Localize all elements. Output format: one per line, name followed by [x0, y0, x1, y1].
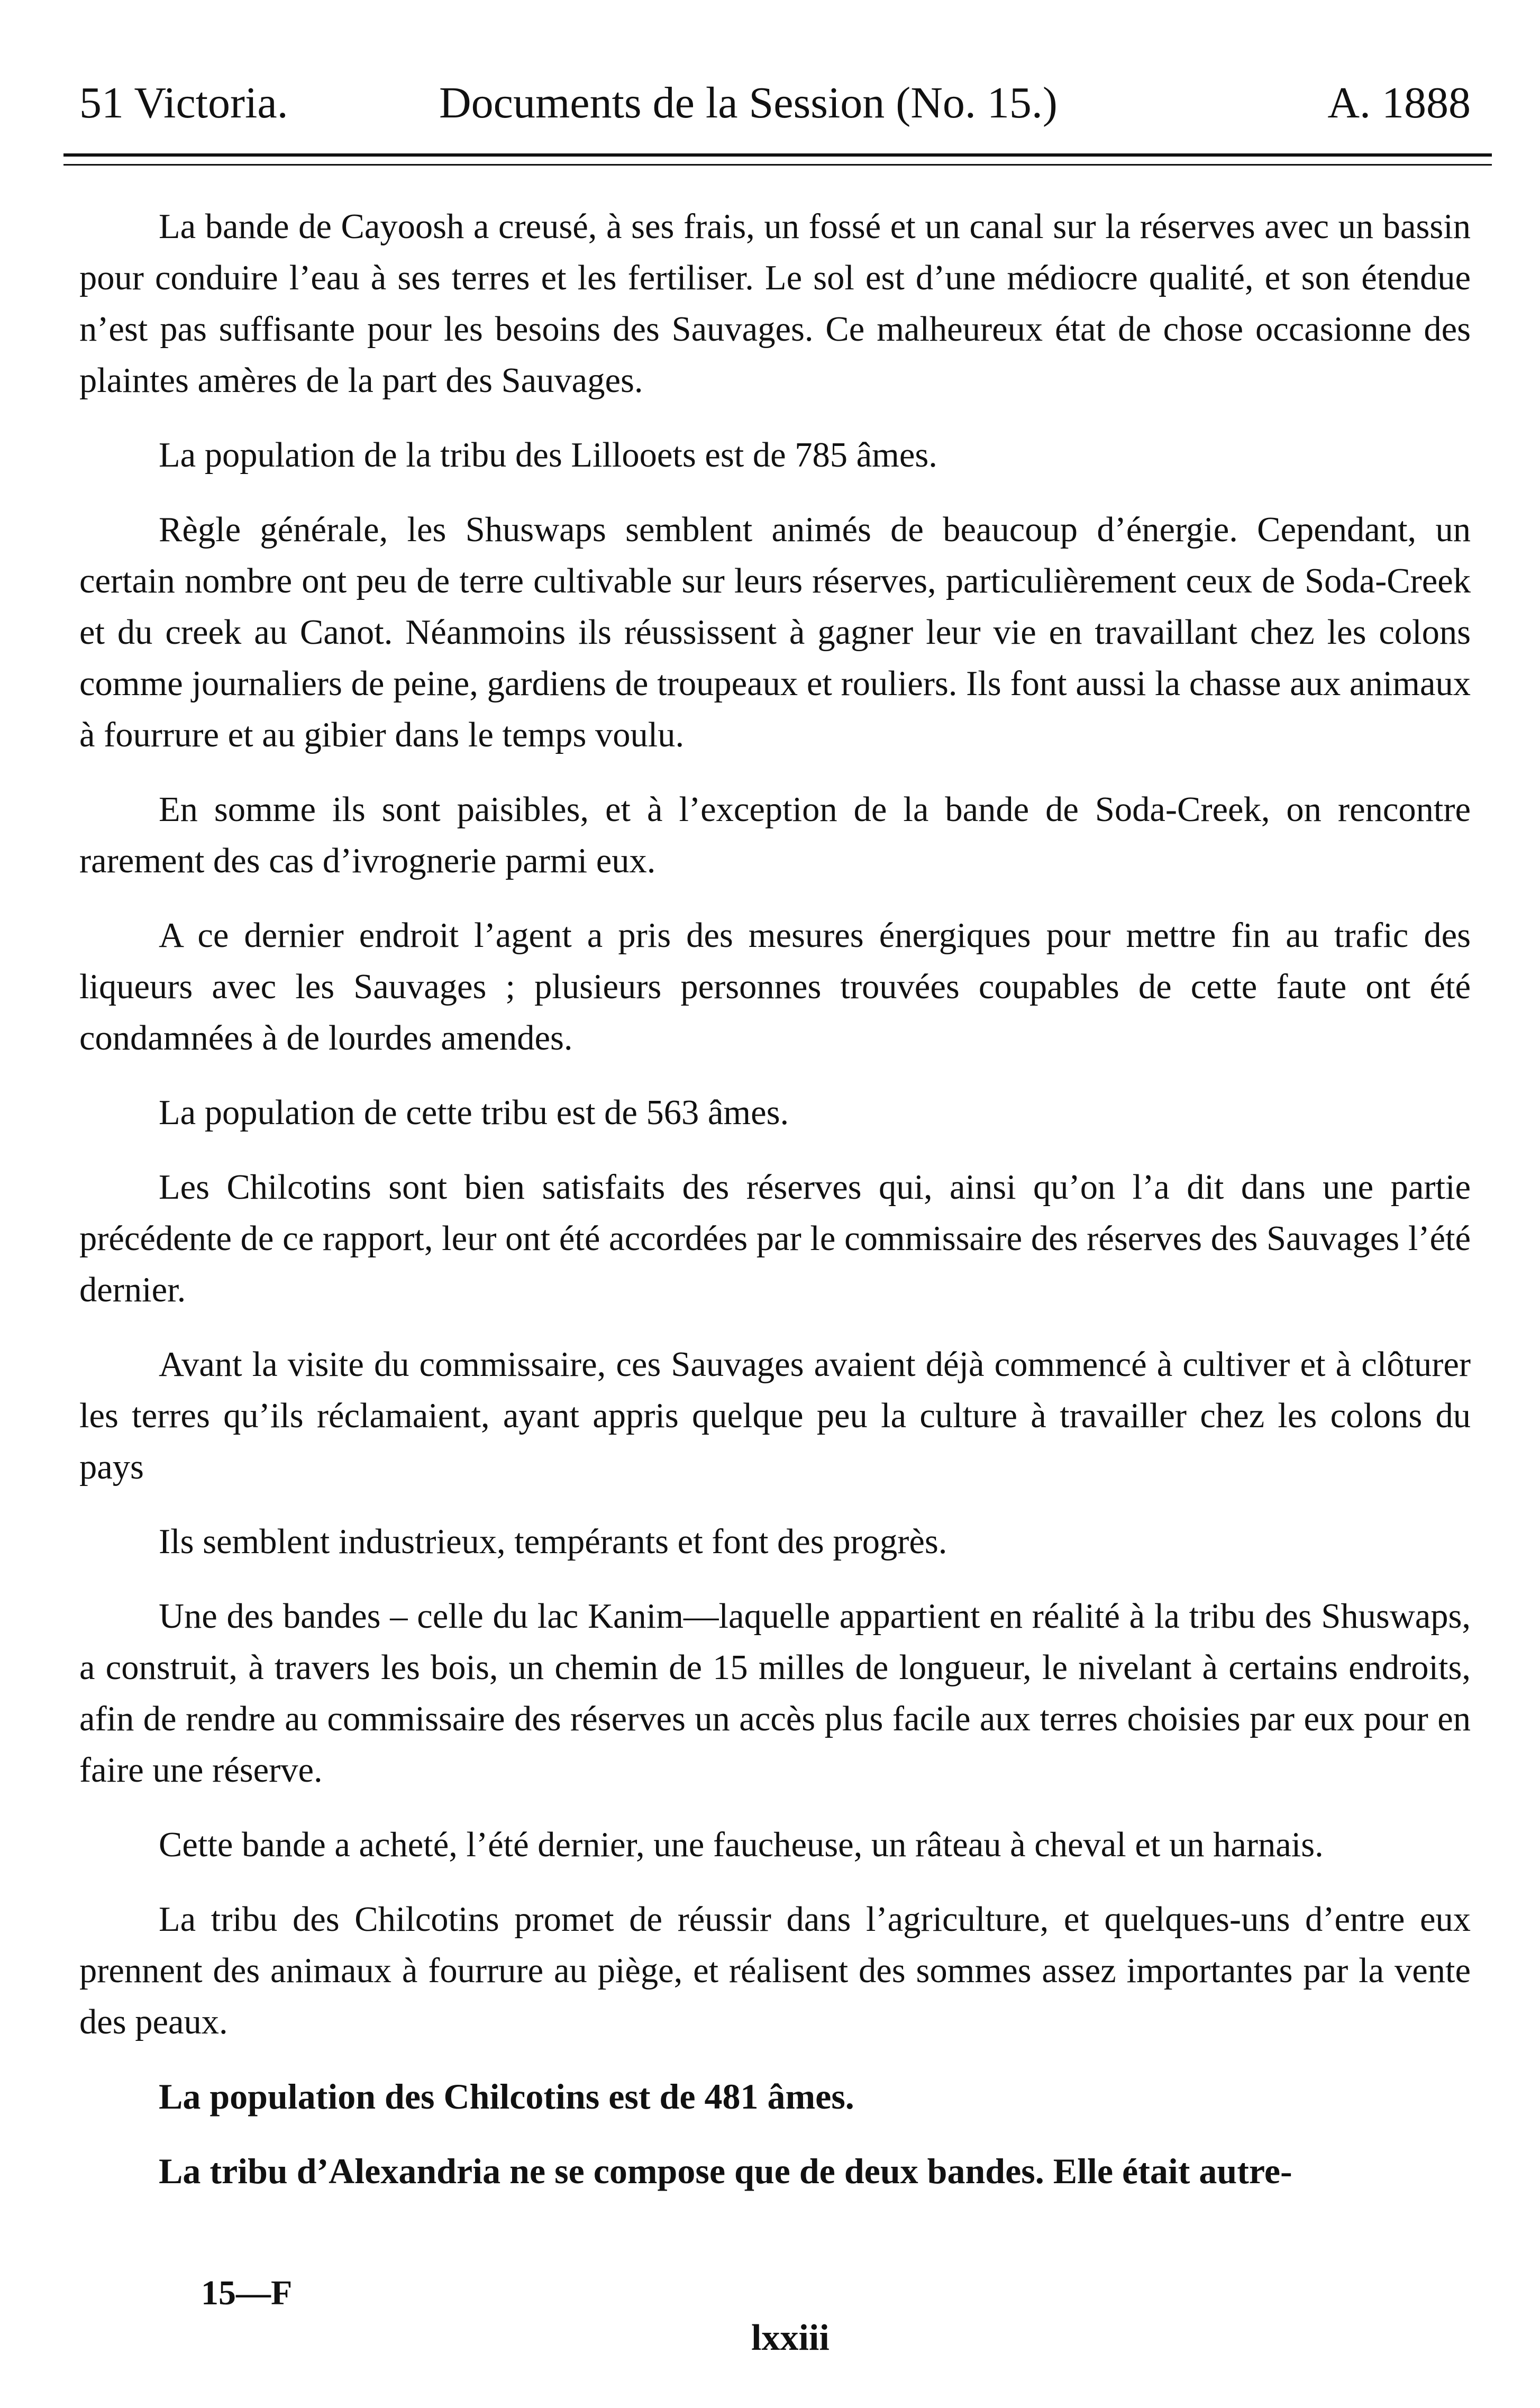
paragraph-cultivation: Avant la visite du commissaire, ces Sauvages avaient déjà commencé à cultiver et à clôturer les terres qu’ils réclamaient, ayant appris quelque peu la culture à travailler chez les colons du pays — [79, 1345, 1471, 1486]
paragraph-agriculture: La tribu des Chilcotins promet de réussir dans l’agriculture, et quelques-uns d’entre eux prennent des animaux à fourrure au piège, et réalisent des sommes assez importantes par la vente des peaux. — [79, 1900, 1471, 2041]
paragraph-industrious: Ils semblent industrieux, tempérants et font des progrès. — [159, 1522, 947, 1561]
paragraph-liquor-traffic: A ce dernier endroit l’agent a pris des mesures énergiques pour mettre fin au trafic des liqueurs avec les Sauvages ; plusieurs personnes trouvées coupables de cette faute ont été condamnées à de lourdes amendes. — [79, 916, 1471, 1057]
header-volume: 51 Victoria. — [79, 78, 288, 127]
header-title: Documents de la Session (No. 15.) — [439, 78, 1058, 127]
page-number: lxxiii — [751, 2318, 830, 2358]
paragraph-lillooets-population: La population de la tribu des Lillooets est de 785 âmes. — [159, 436, 937, 475]
signature-mark: 15—F — [201, 2274, 293, 2312]
header-rule-thin — [63, 164, 1492, 166]
paragraph-alexandria: La tribu d’Alexandria ne se compose que de deux bandes. Elle était autre- — [159, 2151, 1292, 2191]
paragraph-cayoosh: La bande de Cayoosh a creusé, à ses frais, un fossé et un canal sur la réserves avec un bassin pour conduire l’eau à ses terres et les fertiliser. Le sol est d’une médiocre qualité, et son étendue n’est pas suffisante pour les besoins des Sauvages. Ce malheureux état de chose occasionne des plaintes amères de la part des Sauvages. — [79, 207, 1471, 400]
paragraph-equipment: Cette bande a acheté, l’été dernier, une faucheuse, un râteau à cheval et un harnais. — [159, 1826, 1324, 1864]
paragraph-chilcotins-reserves: Les Chilcotins sont bien satisfaits des réserves qui, ainsi qu’on l’a dit dans une partie précédente de ce rapport, leur ont été accordées par le commissaire des réserves des Sauvages l’été dernier. — [79, 1168, 1471, 1309]
header-rule-thick — [63, 153, 1492, 157]
paragraph-tribe-population: La population de cette tribu est de 563 âmes. — [159, 1093, 789, 1132]
paragraph-shuswaps: Règle générale, les Shuswaps semblent animés de beaucoup d’énergie. Cependant, un certain nombre ont peu de terre cultivable sur leurs réserves, particulièrement ceux de Soda-Creek et du creek au Canot. Néanmoins ils réussissent à gagner leur vie en travaillant chez les colons comme journaliers de peine, gardiens de troupeaux et rouliers. Ils font aussi la chasse aux animaux à fourrure et au gibier dans le temps voulu. — [79, 510, 1471, 754]
paragraph-kanim-road: Une des bandes – celle du lac Kanim—laquelle appartient en réalité à la tribu des Shuswaps, a construit, à travers les bois, un chemin de 15 milles de longueur, le nivelant à certains endroits, afin de rendre au commissaire des réserves un accès plus facile aux terres choisies par eux pour en faire une réserve. — [79, 1597, 1471, 1790]
header-year: A. 1888 — [1327, 78, 1471, 127]
paragraph-chilcotins-population: La population des Chilcotins est de 481 âmes. — [159, 2076, 854, 2117]
running-header — [79, 74, 1476, 132]
paragraph-soda-creek: En somme ils sont paisibles, et à l’exception de la bande de Soda-Creek, on rencontre rarement des cas d’ivrognerie parmi eux. — [79, 790, 1471, 880]
body-text — [79, 201, 1471, 2220]
